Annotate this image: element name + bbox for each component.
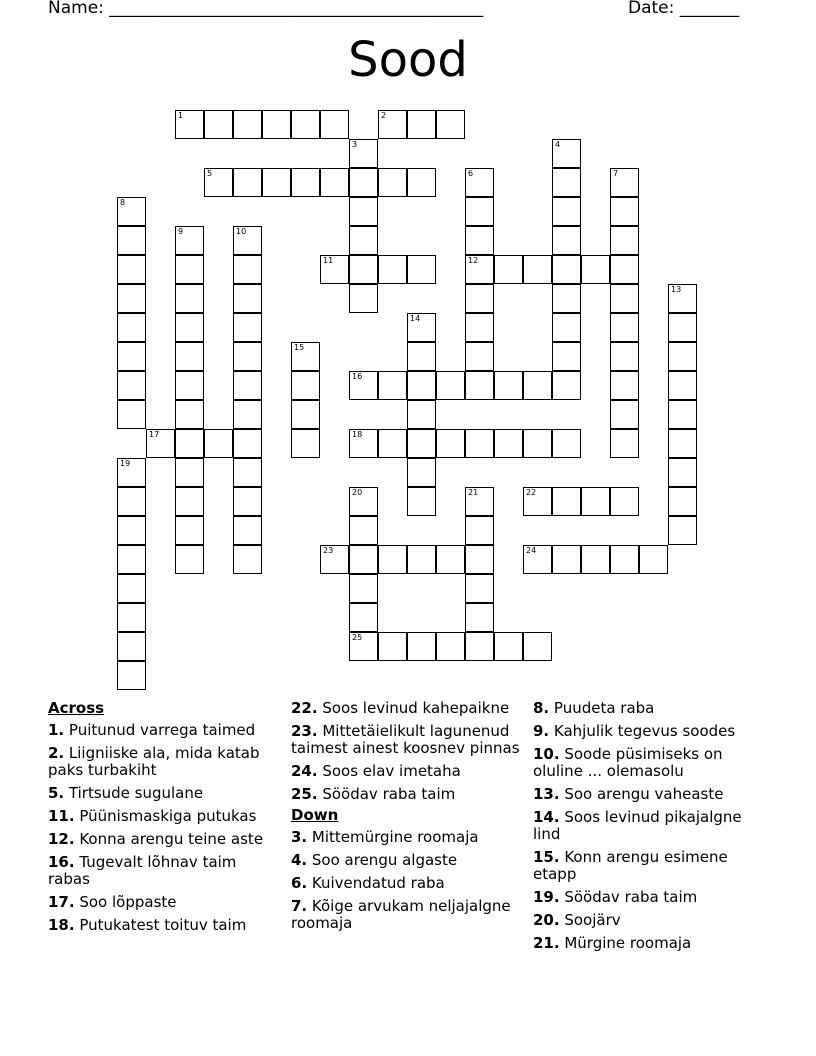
grid-cell[interactable] bbox=[320, 110, 349, 139]
grid-cell[interactable] bbox=[523, 545, 552, 574]
clue-item-text: Liigniiske ala, mida katab paks turbakiht bbox=[48, 744, 260, 779]
grid-cell[interactable] bbox=[523, 487, 552, 516]
grid-cell[interactable] bbox=[175, 487, 204, 516]
clue-item-number: 2. bbox=[48, 744, 65, 762]
clue-number: 21 bbox=[468, 488, 479, 497]
grid-cell[interactable] bbox=[581, 487, 610, 516]
grid-cell[interactable] bbox=[610, 400, 639, 429]
grid-cell[interactable] bbox=[117, 458, 146, 487]
grid-cell[interactable] bbox=[175, 458, 204, 487]
grid-cell[interactable] bbox=[552, 197, 581, 226]
grid-cell[interactable] bbox=[291, 168, 320, 197]
grid-cell[interactable] bbox=[465, 487, 494, 516]
grid-cell[interactable] bbox=[465, 545, 494, 574]
clue-item-number: 4. bbox=[291, 851, 308, 869]
clue-item-text: Konn arengu esimene etapp bbox=[533, 848, 728, 883]
grid-cell[interactable] bbox=[465, 226, 494, 255]
date-field-label: Date: _______ bbox=[628, 0, 740, 18]
clue-item bbox=[48, 894, 273, 911]
clue-column-1 bbox=[48, 700, 273, 940]
grid-cell[interactable] bbox=[610, 429, 639, 458]
clue-item bbox=[533, 849, 763, 883]
clue-item-text: Soos levinud pikajalgne lind bbox=[533, 808, 742, 843]
clue-item-number: 24. bbox=[291, 762, 318, 780]
clue-item bbox=[291, 898, 521, 932]
clue-item-text: Konna arengu teine aste bbox=[74, 830, 264, 848]
grid-cell[interactable] bbox=[465, 371, 494, 400]
grid-cell[interactable] bbox=[378, 110, 407, 139]
grid-cell[interactable] bbox=[349, 168, 378, 197]
grid-cell[interactable] bbox=[175, 226, 204, 255]
page-title: Sood bbox=[348, 32, 468, 88]
grid-cell[interactable] bbox=[291, 110, 320, 139]
grid-cell[interactable] bbox=[233, 110, 262, 139]
clue-item-number: 9. bbox=[533, 722, 550, 740]
clue-item bbox=[291, 875, 521, 892]
grid-cell[interactable] bbox=[610, 342, 639, 371]
clue-item-text: Soode püsimiseks on oluline ... olemasolu bbox=[533, 745, 723, 780]
grid-cell[interactable] bbox=[552, 226, 581, 255]
clue-item-number: 18. bbox=[48, 916, 75, 934]
grid-cell[interactable] bbox=[494, 429, 523, 458]
grid-cell[interactable] bbox=[349, 487, 378, 516]
grid-cell[interactable] bbox=[349, 197, 378, 226]
grid-cell[interactable] bbox=[378, 632, 407, 661]
grid-cell[interactable] bbox=[175, 400, 204, 429]
grid-cell[interactable] bbox=[668, 458, 697, 487]
clue-item-number: 15. bbox=[533, 848, 560, 866]
across-clue-list-continued bbox=[291, 700, 521, 803]
clue-item-number: 12. bbox=[48, 830, 75, 848]
clue-item-number: 6. bbox=[291, 874, 308, 892]
grid-cell[interactable] bbox=[407, 110, 436, 139]
clue-number: 5 bbox=[207, 169, 213, 178]
clue-item-text: Mittemürgine roomaja bbox=[307, 828, 479, 846]
grid-cell[interactable] bbox=[233, 284, 262, 313]
clue-item-text: Putukatest toituv taim bbox=[74, 916, 247, 934]
grid-cell[interactable] bbox=[175, 516, 204, 545]
clue-number: 15 bbox=[294, 343, 305, 352]
clue-number: 17 bbox=[149, 430, 160, 439]
clue-item-text: Kõige arvukam neljajalgne roomaja bbox=[291, 897, 511, 932]
grid-cell[interactable] bbox=[407, 400, 436, 429]
grid-cell[interactable] bbox=[465, 342, 494, 371]
grid-cell[interactable] bbox=[610, 226, 639, 255]
grid-cell[interactable] bbox=[117, 342, 146, 371]
grid-cell[interactable] bbox=[291, 400, 320, 429]
grid-cell[interactable] bbox=[349, 632, 378, 661]
grid-cell[interactable] bbox=[407, 632, 436, 661]
grid-cell[interactable] bbox=[204, 110, 233, 139]
grid-cell[interactable] bbox=[117, 516, 146, 545]
grid-cell[interactable] bbox=[349, 284, 378, 313]
clue-item bbox=[48, 745, 273, 779]
grid-cell[interactable] bbox=[610, 284, 639, 313]
grid-cell[interactable] bbox=[233, 226, 262, 255]
clue-column-2 bbox=[291, 700, 521, 938]
clue-item-number: 8. bbox=[533, 699, 550, 717]
grid-cell[interactable] bbox=[552, 342, 581, 371]
name-field-label: Name: ____________________________________________ bbox=[48, 0, 484, 18]
grid-cell[interactable] bbox=[494, 371, 523, 400]
grid-cell[interactable] bbox=[378, 255, 407, 284]
grid-cell[interactable] bbox=[552, 487, 581, 516]
clue-number: 22 bbox=[526, 488, 537, 497]
clue-item-number: 21. bbox=[533, 934, 560, 952]
clue-number: 4 bbox=[555, 140, 561, 149]
clue-item-number: 23. bbox=[291, 722, 318, 740]
grid-cell[interactable] bbox=[610, 197, 639, 226]
grid-cell[interactable] bbox=[349, 226, 378, 255]
grid-cell[interactable] bbox=[233, 255, 262, 284]
clue-item-number: 20. bbox=[533, 911, 560, 929]
clue-number: 14 bbox=[410, 314, 421, 323]
grid-cell[interactable] bbox=[407, 313, 436, 342]
grid-cell[interactable] bbox=[523, 429, 552, 458]
grid-cell[interactable] bbox=[523, 632, 552, 661]
grid-cell[interactable] bbox=[117, 487, 146, 516]
clue-item-text: Tugevalt lõhnav taim rabas bbox=[48, 853, 237, 888]
grid-cell[interactable] bbox=[175, 110, 204, 139]
grid-cell[interactable] bbox=[175, 429, 204, 458]
grid-cell[interactable] bbox=[523, 255, 552, 284]
grid-cell[interactable] bbox=[378, 371, 407, 400]
clue-item-text: Tirtsude sugulane bbox=[64, 784, 204, 802]
grid-cell[interactable] bbox=[668, 342, 697, 371]
across-clue-list bbox=[48, 722, 273, 934]
clue-item bbox=[48, 808, 273, 825]
clue-item-text: Kahjulik tegevus soodes bbox=[549, 722, 736, 740]
grid-cell[interactable] bbox=[117, 284, 146, 313]
clue-item-text: Söödav raba taim bbox=[317, 785, 456, 803]
grid-cell[interactable] bbox=[233, 487, 262, 516]
grid-cell[interactable] bbox=[552, 139, 581, 168]
grid-cell[interactable] bbox=[117, 661, 146, 690]
grid-cell[interactable] bbox=[233, 342, 262, 371]
grid-cell[interactable] bbox=[349, 603, 378, 632]
grid-cell[interactable] bbox=[407, 429, 436, 458]
clue-item-text: Soo arengu vaheaste bbox=[559, 785, 724, 803]
grid-cell[interactable] bbox=[465, 516, 494, 545]
grid-cell[interactable] bbox=[610, 371, 639, 400]
grid-cell[interactable] bbox=[465, 429, 494, 458]
grid-cell[interactable] bbox=[262, 110, 291, 139]
clue-number: 6 bbox=[468, 169, 474, 178]
grid-cell[interactable] bbox=[465, 603, 494, 632]
grid-cell[interactable] bbox=[349, 545, 378, 574]
clue-item-number: 19. bbox=[533, 888, 560, 906]
grid-cell[interactable] bbox=[552, 429, 581, 458]
clue-item-number: 10. bbox=[533, 745, 560, 763]
grid-cell[interactable] bbox=[407, 255, 436, 284]
clue-item-text: Püünismaskiga putukas bbox=[74, 807, 257, 825]
grid-cell[interactable] bbox=[117, 545, 146, 574]
grid-cell[interactable] bbox=[233, 458, 262, 487]
grid-cell[interactable] bbox=[668, 400, 697, 429]
grid-cell[interactable] bbox=[494, 255, 523, 284]
grid-cell[interactable] bbox=[610, 168, 639, 197]
grid-cell[interactable] bbox=[407, 545, 436, 574]
grid-cell[interactable] bbox=[407, 458, 436, 487]
down-heading: Down bbox=[291, 806, 339, 824]
grid-cell[interactable] bbox=[465, 168, 494, 197]
grid-cell[interactable] bbox=[436, 371, 465, 400]
grid-cell[interactable] bbox=[552, 255, 581, 284]
grid-cell[interactable] bbox=[117, 371, 146, 400]
clue-item bbox=[533, 935, 763, 952]
grid-cell[interactable] bbox=[320, 168, 349, 197]
clue-item bbox=[291, 786, 521, 803]
clue-item-number: 25. bbox=[291, 785, 318, 803]
grid-cell[interactable] bbox=[639, 545, 668, 574]
grid-cell[interactable] bbox=[465, 197, 494, 226]
grid-cell[interactable] bbox=[378, 545, 407, 574]
grid-cell[interactable] bbox=[175, 371, 204, 400]
grid-cell[interactable] bbox=[349, 516, 378, 545]
grid-cell[interactable] bbox=[233, 429, 262, 458]
grid-cell[interactable] bbox=[581, 255, 610, 284]
grid-cell[interactable] bbox=[233, 400, 262, 429]
grid-cell[interactable] bbox=[668, 284, 697, 313]
grid-cell[interactable] bbox=[117, 313, 146, 342]
grid-cell[interactable] bbox=[349, 139, 378, 168]
clue-item bbox=[48, 917, 273, 934]
grid-cell[interactable] bbox=[465, 255, 494, 284]
grid-cell[interactable] bbox=[291, 429, 320, 458]
grid-cell[interactable] bbox=[204, 429, 233, 458]
grid-cell[interactable] bbox=[407, 342, 436, 371]
grid-cell[interactable] bbox=[465, 284, 494, 313]
clue-item bbox=[48, 831, 273, 848]
clue-number: 8 bbox=[120, 198, 126, 207]
grid-cell[interactable] bbox=[117, 255, 146, 284]
grid-cell[interactable] bbox=[117, 226, 146, 255]
clue-item bbox=[291, 852, 521, 869]
grid-cell[interactable] bbox=[117, 603, 146, 632]
grid-cell[interactable] bbox=[581, 545, 610, 574]
grid-cell[interactable] bbox=[175, 284, 204, 313]
clue-number: 16 bbox=[352, 372, 363, 381]
clue-item-number: 3. bbox=[291, 828, 308, 846]
grid-cell[interactable] bbox=[117, 400, 146, 429]
grid-cell[interactable] bbox=[233, 545, 262, 574]
clue-item-text: Soos elav imetaha bbox=[317, 762, 461, 780]
clue-item-text: Kuivendatud raba bbox=[307, 874, 445, 892]
grid-cell[interactable] bbox=[175, 313, 204, 342]
clue-item bbox=[533, 700, 763, 717]
clue-number: 2 bbox=[381, 111, 387, 120]
grid-cell[interactable] bbox=[610, 487, 639, 516]
clue-item bbox=[48, 854, 273, 888]
clue-number: 9 bbox=[178, 227, 184, 236]
clue-item bbox=[533, 786, 763, 803]
down-clue-list-continued bbox=[533, 700, 763, 952]
clue-item-text: Puudeta raba bbox=[549, 699, 655, 717]
clue-item bbox=[533, 912, 763, 929]
grid-cell[interactable] bbox=[378, 429, 407, 458]
clue-number: 25 bbox=[352, 633, 363, 642]
grid-cell[interactable] bbox=[552, 168, 581, 197]
clue-item-number: 11. bbox=[48, 807, 75, 825]
grid-cell[interactable] bbox=[262, 168, 291, 197]
grid-cell[interactable] bbox=[233, 168, 262, 197]
across-heading: Across bbox=[48, 699, 105, 717]
clue-item bbox=[48, 785, 273, 802]
grid-cell[interactable] bbox=[436, 545, 465, 574]
grid-cell[interactable] bbox=[175, 545, 204, 574]
clue-number: 23 bbox=[323, 546, 334, 555]
grid-cell[interactable] bbox=[552, 313, 581, 342]
clue-item-number: 17. bbox=[48, 893, 75, 911]
grid-cell[interactable] bbox=[233, 516, 262, 545]
grid-cell[interactable] bbox=[378, 168, 407, 197]
grid-cell[interactable] bbox=[407, 487, 436, 516]
grid-cell[interactable] bbox=[320, 545, 349, 574]
clue-column-3 bbox=[533, 700, 763, 958]
grid-cell[interactable] bbox=[668, 313, 697, 342]
clue-item-text: Mittetäielikult lagunenud taimest ainest koosnev pinnas bbox=[291, 722, 520, 757]
clue-number: 24 bbox=[526, 546, 537, 555]
clue-item-text: Mürgine roomaja bbox=[559, 934, 692, 952]
grid-cell[interactable] bbox=[117, 574, 146, 603]
grid-cell[interactable] bbox=[320, 255, 349, 284]
grid-cell[interactable] bbox=[117, 197, 146, 226]
clue-item-text: Soojärv bbox=[559, 911, 621, 929]
clue-number: 3 bbox=[352, 140, 358, 149]
grid-cell[interactable] bbox=[407, 168, 436, 197]
grid-cell[interactable] bbox=[349, 371, 378, 400]
grid-cell[interactable] bbox=[204, 168, 233, 197]
grid-cell[interactable] bbox=[233, 371, 262, 400]
clue-number: 18 bbox=[352, 430, 363, 439]
clue-item bbox=[533, 746, 763, 780]
grid-cell[interactable] bbox=[407, 371, 436, 400]
clue-number: 13 bbox=[671, 285, 682, 294]
clue-item-text: Soos levinud kahepaikne bbox=[317, 699, 510, 717]
down-clue-list bbox=[291, 829, 521, 932]
grid-cell[interactable] bbox=[552, 284, 581, 313]
grid-cell[interactable] bbox=[436, 632, 465, 661]
clue-item-number: 16. bbox=[48, 853, 75, 871]
grid-cell[interactable] bbox=[233, 313, 262, 342]
grid-cell[interactable] bbox=[465, 574, 494, 603]
clue-number: 1 bbox=[178, 111, 184, 120]
grid-cell[interactable] bbox=[349, 255, 378, 284]
grid-cell[interactable] bbox=[175, 255, 204, 284]
grid-cell[interactable] bbox=[668, 429, 697, 458]
clue-item bbox=[291, 723, 521, 757]
clue-number: 19 bbox=[120, 459, 131, 468]
clue-item-number: 13. bbox=[533, 785, 560, 803]
clue-item-number: 22. bbox=[291, 699, 318, 717]
grid-cell[interactable] bbox=[465, 632, 494, 661]
clue-item bbox=[533, 723, 763, 740]
clue-item-number: 5. bbox=[48, 784, 65, 802]
grid-cell[interactable] bbox=[552, 545, 581, 574]
grid-cell[interactable] bbox=[436, 429, 465, 458]
grid-cell[interactable] bbox=[349, 429, 378, 458]
grid-cell[interactable] bbox=[668, 516, 697, 545]
clue-item-text: Soo arengu algaste bbox=[307, 851, 458, 869]
clue-item bbox=[533, 889, 763, 906]
clue-number: 20 bbox=[352, 488, 363, 497]
grid-cell[interactable] bbox=[668, 487, 697, 516]
grid-cell[interactable] bbox=[291, 342, 320, 371]
clue-item-text: Puitunud varrega taimed bbox=[64, 721, 256, 739]
clue-number: 7 bbox=[613, 169, 619, 178]
clue-item bbox=[291, 763, 521, 780]
clue-item-number: 7. bbox=[291, 897, 308, 915]
clue-item bbox=[533, 809, 763, 843]
grid-cell[interactable] bbox=[175, 342, 204, 371]
grid-cell[interactable] bbox=[610, 313, 639, 342]
grid-cell[interactable] bbox=[494, 632, 523, 661]
grid-cell[interactable] bbox=[668, 371, 697, 400]
clue-item-text: Soo lõppaste bbox=[74, 893, 177, 911]
grid-cell[interactable] bbox=[117, 632, 146, 661]
grid-cell[interactable] bbox=[465, 313, 494, 342]
grid-cell[interactable] bbox=[610, 545, 639, 574]
clue-item bbox=[291, 829, 521, 846]
grid-cell[interactable] bbox=[291, 371, 320, 400]
clue-number: 12 bbox=[468, 256, 479, 265]
grid-cell[interactable] bbox=[610, 255, 639, 284]
clue-item-number: 1. bbox=[48, 721, 65, 739]
clue-item-number: 14. bbox=[533, 808, 560, 826]
clue-item-text: Söödav raba taim bbox=[559, 888, 698, 906]
grid-cell[interactable] bbox=[349, 574, 378, 603]
grid-cell[interactable] bbox=[552, 371, 581, 400]
grid-cell[interactable] bbox=[146, 429, 175, 458]
clue-item bbox=[48, 722, 273, 739]
clue-number: 11 bbox=[323, 256, 334, 265]
clue-item bbox=[291, 700, 521, 717]
grid-cell[interactable] bbox=[436, 110, 465, 139]
grid-cell[interactable] bbox=[523, 371, 552, 400]
clue-number: 10 bbox=[236, 227, 247, 236]
